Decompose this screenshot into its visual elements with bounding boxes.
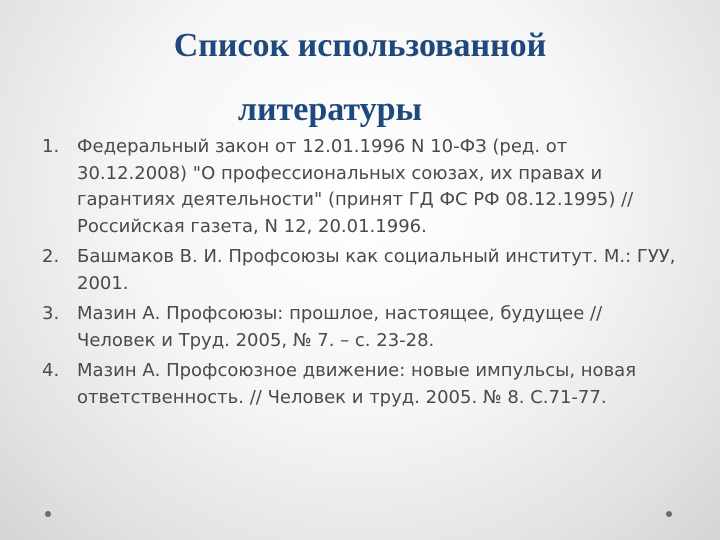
slide-title-line-2: литературы	[237, 91, 423, 128]
reference-list	[42, 134, 682, 415]
reference-number: 4.	[42, 360, 60, 381]
reference-text: Федеральный закон от 12.01.1996 N 10-ФЗ (ред. от 30.12.2008) "О профессиональных союзах, их правах и гарантиях деятельности" (принят ГД ФС РФ 08.12.1995) // Российская газета, N 12, 20.01.1996.	[77, 136, 634, 237]
reference-item	[42, 244, 682, 297]
reference-number: 1.	[42, 136, 60, 157]
reference-text: Мазин А. Профсоюзное движение: новые импульсы, новая ответственность. // Человек и труд. 2005. № 8. С.71-77.	[77, 360, 637, 408]
reference-text: Мазин А. Профсоюзы: прошлое, настоящее, будущее // Человек и Труд. 2005, № 7. – с. 23-28.	[77, 303, 603, 351]
reference-item	[42, 134, 682, 240]
reference-number: 2.	[42, 246, 60, 267]
decorative-dot-right	[666, 511, 672, 517]
reference-number: 3.	[42, 303, 60, 324]
decorative-dot-left	[45, 511, 51, 517]
reference-item	[42, 358, 682, 411]
reference-item	[42, 301, 682, 354]
slide-title-line-1: Список использованной	[173, 27, 547, 64]
reference-text: Башмаков В. И. Профсоюзы как социальный институт. М.: ГУУ, 2001.	[77, 246, 676, 294]
slide-title	[60, 14, 660, 142]
